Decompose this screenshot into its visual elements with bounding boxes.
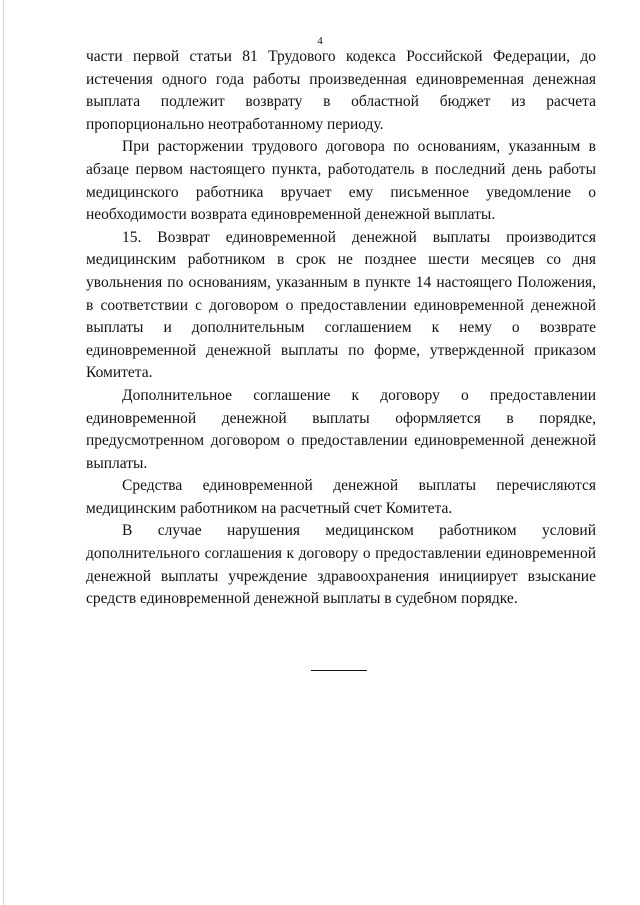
body-text — [86, 46, 596, 611]
paragraph-supplementary-agreement: Дополнительное соглашение к договору о предоставлении единовременной денежной выплаты оформляется в порядке, предусмотренном договором о предоставлении единовременной денежной выплаты. — [86, 386, 596, 472]
closing-divider — [311, 670, 367, 671]
paragraph-termination-notice: При расторжении трудового договора по основаниям, указанным в абзаце первом настоящего пункта, работодатель в последний день работы медицинского работника вручает ему письменное уведомление о необходимости возврата единовременной денежной выплаты. — [86, 138, 596, 224]
paragraph-continuation: части первой статьи 81 Трудового кодекса Российской Федерации, до истечения одного года работы произведенная единовременная денежная выплата подлежит возврату в областной бюджет из расчета пропорционально неотработанному периоду. — [86, 48, 596, 133]
page-number: 4 — [317, 35, 323, 47]
paragraph-clause-15: 15. Возврат единовременной денежной выплаты производится медицинским работником в срок не позднее шести месяцев со дня увольнения по основаниям, указанным в пункте 14 настоящего Положения, в соответствии с договором о предоставлении единовременной денежной выплаты и дополнительным соглашением к нему о возврате единовременной денежной выплаты по форме, утвержденной приказом Комитета. — [86, 228, 596, 382]
paragraph-breach-recovery: В случае нарушения медицинском работником условий дополнительного соглашения к договору о предоставлении единовременной денежной выплаты учреждение здравоохранения инициирует взыскание средств единовременной денежной выплаты в судебном порядке. — [86, 522, 596, 608]
paragraph-transfer-of-funds: Средства единовременной денежной выплаты перечисляются медицинским работником на расчетный счет Комитета. — [86, 477, 596, 517]
scan-edge — [3, 0, 4, 905]
